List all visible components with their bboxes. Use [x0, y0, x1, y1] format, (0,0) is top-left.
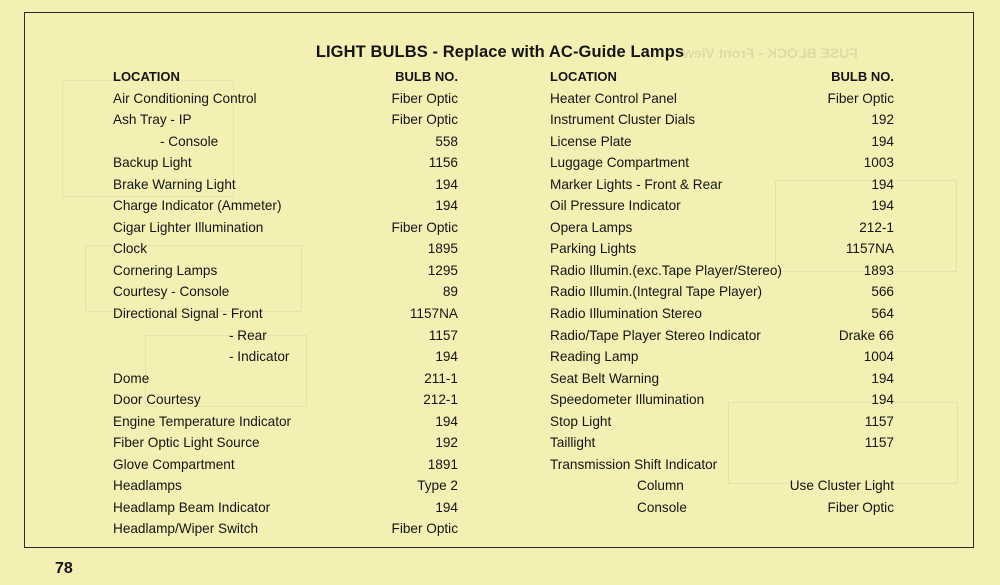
location-cell: License Plate: [550, 133, 632, 149]
bulb-header: BULB NO.: [831, 69, 894, 84]
right-rows: [550, 88, 894, 519]
location-cell: Door Courtesy: [113, 392, 201, 408]
table-row: [550, 152, 894, 174]
left-rows: [113, 88, 458, 540]
bulb-cell: 1891: [427, 456, 458, 472]
bulb-cell: 194: [871, 392, 894, 408]
location-header: LOCATION: [550, 69, 617, 84]
location-cell: Radio Illumin.(exc.Tape Player/Stereo): [550, 262, 782, 278]
location-cell: Clock: [113, 241, 147, 257]
table-row: [113, 389, 458, 411]
bulb-cell: 194: [435, 198, 458, 214]
bulb-cell: Fiber Optic: [391, 219, 458, 235]
location-cell: Opera Lamps: [550, 219, 633, 235]
location-cell: Headlamp Beam Indicator: [113, 499, 271, 515]
location-cell: Ash Tray - IP: [113, 112, 192, 128]
table-row: [550, 303, 894, 325]
location-cell: Seat Belt Warning: [550, 370, 660, 386]
left-column: [113, 66, 458, 540]
table-row: [113, 303, 458, 325]
left-header-row: [113, 66, 458, 88]
table-row: [550, 174, 894, 196]
location-cell: Console: [637, 499, 687, 515]
location-cell: Parking Lights: [550, 241, 637, 257]
bulb-cell: 89: [442, 284, 458, 300]
location-cell: Radio/Tape Player Stereo Indicator: [550, 327, 761, 343]
bulb-cell: 564: [871, 306, 894, 322]
table-row: [550, 454, 894, 476]
bulb-cell: 1893: [863, 262, 894, 278]
bulb-cell: 1157: [864, 435, 894, 451]
table-row: [113, 497, 458, 519]
table-row: [113, 152, 458, 174]
table-row: [113, 475, 458, 497]
location-cell: Taillight: [550, 435, 596, 451]
table-row: [113, 260, 458, 282]
bulb-header: BULB NO.: [395, 69, 458, 84]
table-row: [550, 238, 894, 260]
bulb-cell: Drake 66: [838, 327, 894, 343]
bulb-cell: Fiber Optic: [827, 499, 894, 515]
location-cell: Headlamp/Wiper Switch: [113, 521, 259, 537]
right-header-row: [550, 66, 894, 88]
table-row: [113, 109, 458, 131]
bulb-cell: Fiber Optic: [391, 112, 458, 128]
table-row: [550, 281, 894, 303]
location-cell: Column: [637, 478, 684, 494]
table-row: [113, 454, 458, 476]
bulb-cell: 1157: [864, 413, 894, 429]
location-cell: Dome: [113, 370, 150, 386]
bleed-through-heading: FUSE BLOCK - Front View: [683, 45, 858, 61]
location-cell: Luggage Compartment: [550, 155, 690, 171]
table-row: [550, 109, 894, 131]
table-row: [550, 260, 894, 282]
location-cell: Air Conditioning Control: [113, 90, 257, 106]
bulb-cell: 1004: [863, 349, 894, 365]
bulb-cell: 212-1: [859, 219, 894, 235]
bulb-cell: 1156: [428, 155, 458, 171]
bulb-cell: 194: [435, 413, 458, 429]
location-cell: Brake Warning Light: [113, 176, 236, 192]
table-row: [113, 88, 458, 110]
location-cell: Heater Control Panel: [550, 90, 677, 106]
table-row: [550, 131, 894, 153]
table-row: [550, 432, 894, 454]
bulb-cell: 194: [871, 370, 894, 386]
location-cell: Directional Signal - Front: [113, 306, 263, 322]
bulb-cell: Fiber Optic: [391, 521, 458, 537]
bulb-cell: Fiber Optic: [391, 90, 458, 106]
location-cell: - Rear: [229, 327, 267, 343]
table-row: [113, 174, 458, 196]
location-cell: Glove Compartment: [113, 456, 235, 472]
table-row: [550, 195, 894, 217]
location-cell: Cigar Lighter Illumination: [113, 219, 264, 235]
bulb-cell: 558: [435, 133, 458, 149]
bulb-cell: 194: [871, 133, 894, 149]
table-row: [113, 346, 458, 368]
bulb-cell: 192: [871, 112, 894, 128]
table-row: [113, 432, 458, 454]
table-row: [113, 238, 458, 260]
bulb-cell: 194: [435, 499, 458, 515]
location-cell: Instrument Cluster Dials: [550, 112, 696, 128]
bulb-cell: Fiber Optic: [827, 90, 894, 106]
location-cell: - Console: [160, 133, 219, 149]
table-row: [113, 411, 458, 433]
location-cell: Cornering Lamps: [113, 262, 218, 278]
bulb-cell: 192: [435, 435, 458, 451]
bulb-cell: 1895: [427, 241, 458, 257]
page-number: 78: [55, 560, 73, 577]
bulb-cell: Type 2: [417, 478, 458, 494]
location-cell: - Indicator: [229, 349, 290, 365]
table-row: [113, 195, 458, 217]
table-row: [113, 518, 458, 540]
right-column: [550, 66, 894, 518]
table-row: [550, 217, 894, 239]
bulb-cell: 212-1: [423, 392, 458, 408]
location-cell: Reading Lamp: [550, 349, 639, 365]
bulb-cell: 1157NA: [845, 241, 894, 257]
bulb-cell: 566: [871, 284, 894, 300]
table-row: [113, 368, 458, 390]
location-cell: Charge Indicator (Ammeter): [113, 198, 282, 214]
bulb-cell: Use Cluster Light: [789, 478, 894, 494]
location-cell: Oil Pressure Indicator: [550, 198, 681, 214]
bulb-cell: 194: [435, 349, 458, 365]
bulb-cell: 194: [871, 176, 894, 192]
location-cell: Headlamps: [113, 478, 182, 494]
page-title: LIGHT BULBS - Replace with AC-Guide Lamps: [315, 43, 685, 61]
location-cell: Radio Illumin.(Integral Tape Player): [550, 284, 763, 300]
bulb-cell: 194: [871, 198, 894, 214]
table-row: [550, 389, 894, 411]
location-cell: Backup Light: [113, 155, 192, 171]
table-row: [550, 88, 894, 110]
location-header: LOCATION: [113, 69, 180, 84]
location-cell: Engine Temperature Indicator: [113, 413, 292, 429]
location-cell: Transmission Shift Indicator: [550, 456, 718, 472]
table-row: [550, 411, 894, 433]
location-cell: Marker Lights - Front & Rear: [550, 176, 723, 192]
bulb-cell: 1157NA: [409, 306, 458, 322]
bulb-cell: 211-1: [424, 370, 458, 386]
table-row: [550, 475, 894, 497]
table-row: [113, 281, 458, 303]
table-row: [113, 131, 458, 153]
table-row: [113, 217, 458, 239]
location-cell: Radio Illumination Stereo: [550, 306, 702, 322]
table-row: [550, 325, 894, 347]
table-row: [550, 497, 894, 519]
bulb-cell: 1003: [863, 155, 894, 171]
table-row: [113, 325, 458, 347]
location-cell: Courtesy - Console: [113, 284, 230, 300]
table-row: [550, 346, 894, 368]
table-row: [550, 368, 894, 390]
location-cell: Speedometer Illumination: [550, 392, 705, 408]
bulb-cell: 194: [435, 176, 458, 192]
location-cell: Stop Light: [550, 413, 612, 429]
bulb-cell: 1157: [428, 327, 458, 343]
bulb-cell: 1295: [427, 262, 458, 278]
location-cell: Fiber Optic Light Source: [113, 435, 260, 451]
